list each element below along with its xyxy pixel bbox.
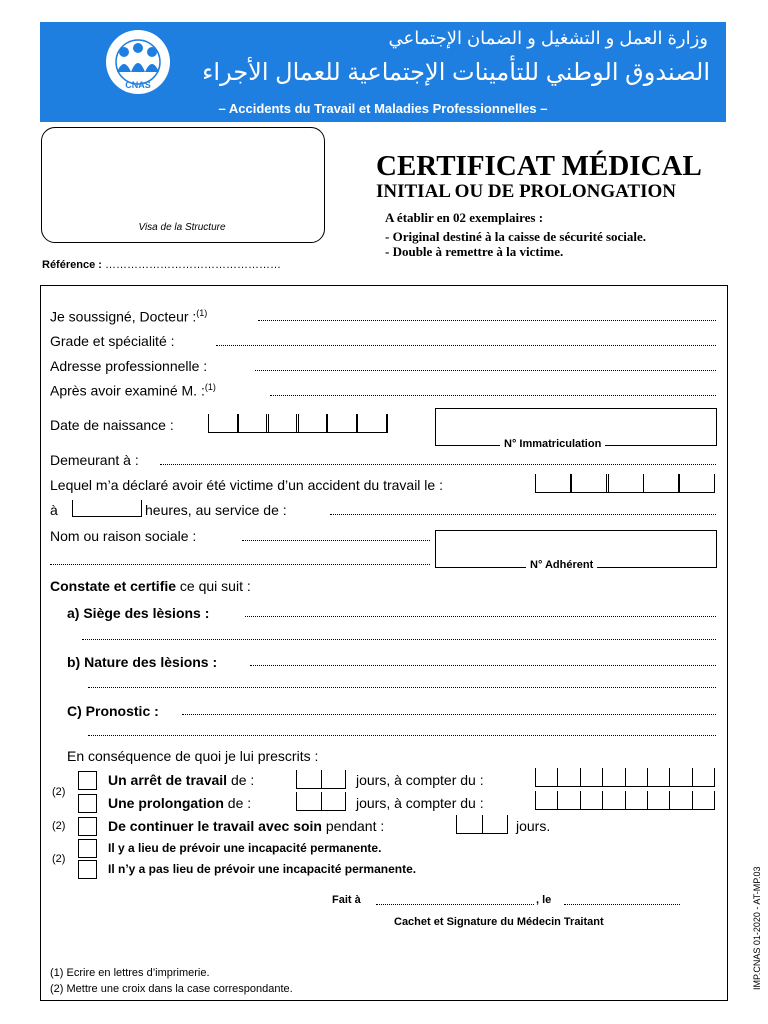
continuer-label: De continuer le travail avec soin pendant :: [108, 818, 385, 834]
reference-value: …………………………………………: [104, 259, 281, 271]
incapacite-non-label: Il n’y a pas lieu de prévoir une incapacité permanente.: [108, 862, 417, 876]
incapacite-oui-checkbox[interactable]: [78, 839, 97, 858]
incapacite-oui-label: Il y a lieu de prévoir une incapacité permanente.: [108, 841, 382, 855]
arret-checkbox[interactable]: [78, 771, 97, 790]
accident-date-input[interactable]: [535, 474, 715, 493]
adherent-label: N° Adhérent: [526, 559, 597, 571]
nature-input[interactable]: [250, 665, 716, 666]
siege-label: a) Siège des lèsions :: [67, 605, 210, 621]
note-marker: (2): [52, 853, 66, 865]
logo-text: CNAS: [125, 80, 151, 90]
prolongation-date-input[interactable]: [535, 791, 715, 810]
heures-input[interactable]: [72, 500, 142, 517]
examine-label: Après avoir examiné M. :$^{(1)}$: [50, 382, 216, 399]
demeurant-label: Demeurant à :: [50, 452, 139, 468]
pronostic-input[interactable]: [182, 714, 716, 715]
demeurant-input[interactable]: [160, 464, 716, 465]
prolongation-jours-input[interactable]: [296, 792, 346, 811]
nom-input[interactable]: [242, 540, 430, 541]
prolongation-label: Une prolongation de :: [108, 795, 252, 811]
prescription-intro: En conséquence de quoi je lui prescrits :: [67, 748, 319, 764]
grade-label: Grade et spécialité :: [50, 333, 175, 349]
accident-label: Lequel m’a déclaré avoir été victime d’un accident du travail le :: [50, 477, 443, 493]
footnote: (1) Ecrire en lettres d’imprimerie.: [50, 967, 210, 979]
form-code: IMP.CNAS 01-2020 - AT-MP.03: [752, 866, 762, 990]
siege-input-line2[interactable]: [82, 639, 716, 640]
pronostic-input-line2[interactable]: [88, 735, 716, 736]
adresse-input[interactable]: [255, 370, 716, 371]
cachet-label: Cachet et Signature du Médecin Traitant: [394, 916, 604, 928]
constate-label: Constate et certifie ce qui suit :: [50, 578, 251, 594]
instruction-line: A établir en 02 exemplaires :: [385, 210, 544, 225]
visa-label: Visa de la Structure: [138, 222, 226, 233]
arret-label: Un arrêt de travail de :: [108, 772, 255, 788]
reference-field[interactable]: [42, 259, 281, 271]
fait-input[interactable]: [376, 904, 534, 905]
ministry-name-arabic: وزارة العمل و التشغيل و الضمان الإجتماعي: [388, 28, 708, 48]
grade-input[interactable]: [216, 345, 716, 346]
nom-label: Nom ou raison sociale :: [50, 528, 197, 544]
incapacite-non-checkbox[interactable]: [78, 860, 97, 879]
note-marker: (2): [52, 820, 66, 832]
docteur-label: Je soussigné, Docteur :$^{(1)}$: [50, 308, 208, 325]
arret-compter-label: jours, à compter du :: [356, 772, 484, 788]
continuer-checkbox[interactable]: [78, 817, 97, 836]
prolongation-compter-label: jours, à compter du :: [356, 795, 484, 811]
naissance-label: Date de naissance :: [50, 417, 174, 433]
siege-input[interactable]: [245, 616, 716, 617]
adresse-label: Adresse professionnelle :: [50, 358, 208, 374]
service-input[interactable]: [330, 514, 716, 515]
docteur-input[interactable]: [258, 320, 716, 321]
footnote: (2) Mettre une croix dans la case correspondante.: [50, 983, 293, 995]
nature-input-line2[interactable]: [88, 687, 716, 688]
arret-jours-input[interactable]: [296, 770, 346, 789]
document-subtitle: INITIAL OU DE PROLONGATION: [376, 181, 677, 202]
reference-label: Référence :: [42, 259, 102, 271]
note-marker: (2): [52, 786, 66, 798]
instruction-line: - Double à remettre à la victime.: [385, 244, 564, 259]
prolongation-checkbox[interactable]: [78, 794, 97, 813]
pronostic-label: C) Pronostic :: [67, 703, 159, 719]
continuer-jours-input[interactable]: [456, 815, 508, 834]
arret-date-input[interactable]: [535, 768, 715, 787]
date-input[interactable]: [564, 904, 680, 905]
cnas-name-arabic: الصندوق الوطني للتأمينات الإجتماعية للعمال الأجراء: [202, 59, 710, 86]
nom-input-line2[interactable]: [50, 564, 430, 565]
examine-input[interactable]: [270, 395, 716, 396]
instruction-line: - Original destiné à la caisse de sécurité sociale.: [385, 229, 647, 244]
cnas-logo: [84, 28, 192, 96]
le-label: , le: [536, 894, 552, 906]
nature-label: b) Nature des lèsions :: [67, 654, 218, 670]
document-title: CERTIFICAT MÉDICAL: [376, 150, 702, 182]
header-subtitle: – Accidents du Travail et Maladies Professionnelles –: [218, 101, 548, 116]
fait-label: Fait à: [332, 894, 361, 906]
a-label: à: [50, 502, 58, 518]
immatriculation-label: N° Immatriculation: [500, 438, 605, 450]
naissance-input[interactable]: [208, 414, 388, 433]
continuer-jours-label: jours.: [516, 818, 551, 834]
heures-label: heures, au service de :: [145, 502, 287, 518]
